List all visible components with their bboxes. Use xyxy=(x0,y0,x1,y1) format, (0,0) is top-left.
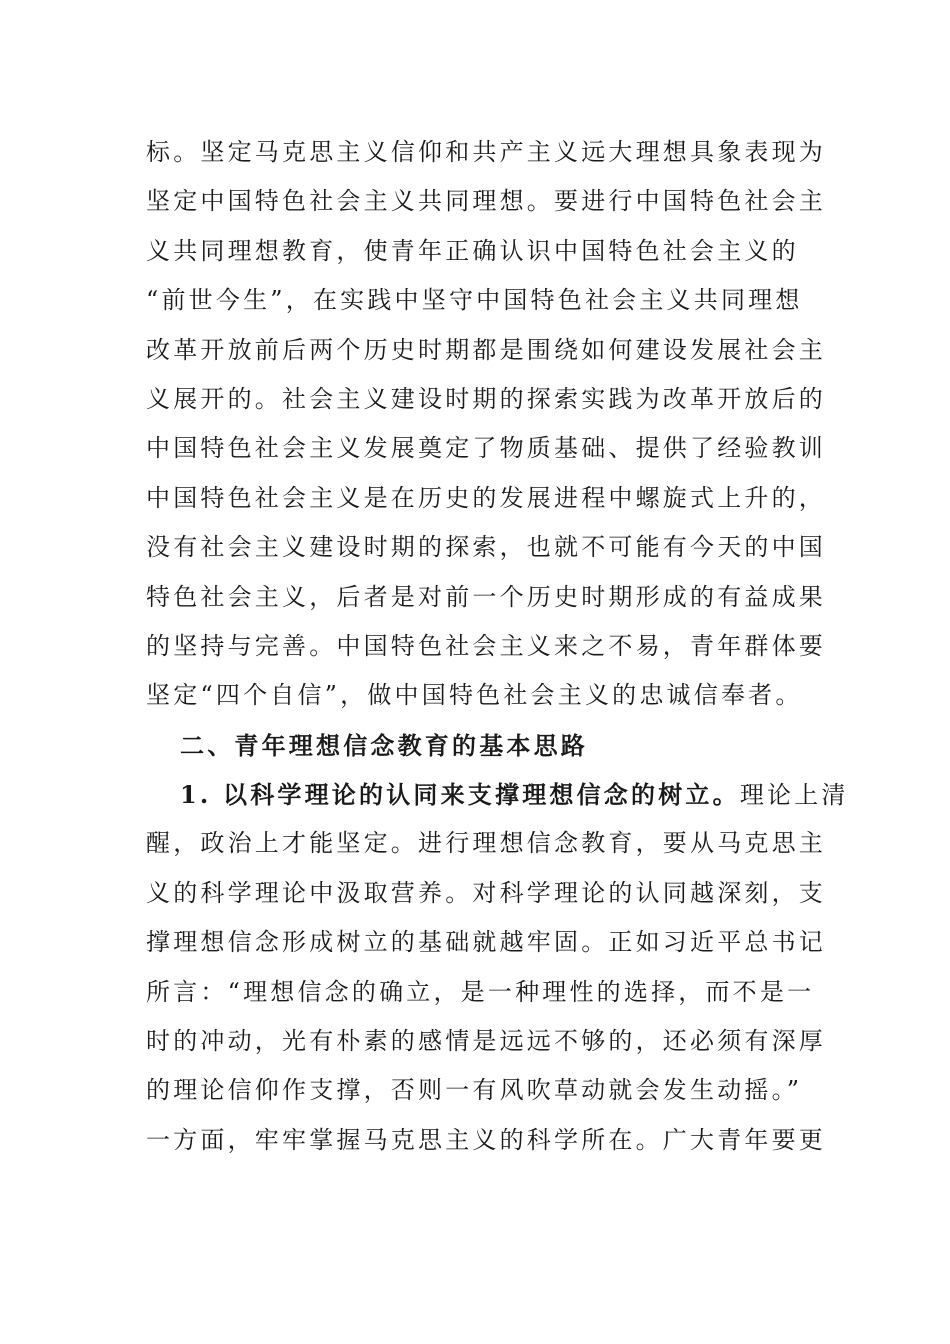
body-line: “前世今生”，在实践中坚守中国特色社会主义共同理想 xyxy=(146,286,803,315)
body-line: 中国特色社会主义发展奠定了物质基础、提供了经验教训 xyxy=(146,434,826,463)
body-line: 时的冲动，光有朴素的感情是远远不够的，还必须有深厚 xyxy=(146,1027,826,1056)
subsection-first-tail: 理论上清 xyxy=(739,781,849,810)
body-line: 一方面，牢牢掌握马克思主义的科学所在。广大青年要更 xyxy=(146,1125,826,1154)
subsection-first-line xyxy=(146,770,849,819)
body-line: 撑理想信念形成树立的基础就越牢固。正如习近平总书记 xyxy=(146,928,826,957)
body-line: 中国特色社会主义是在历史的发展进程中螺旋式上升的， xyxy=(146,483,826,512)
body-line: 义共同理想教育，使青年正确认识中国特色社会主义的 xyxy=(146,236,799,265)
document-body xyxy=(146,128,849,1165)
body-line: 义展开的。社会主义建设时期的探索实践为改革开放后的 xyxy=(146,384,826,413)
body-line: 坚定“四个自信”，做中国特色社会主义的忠诚信奉者。 xyxy=(146,681,803,710)
body-line: 没有社会主义建设时期的探索，也就不可能有今天的中国 xyxy=(146,533,826,562)
body-line: 标。坚定马克思主义信仰和共产主义远大理想具象表现为 xyxy=(146,138,826,166)
section-heading: 二、青年理想信念教育的基本思路 xyxy=(180,730,588,760)
body-line: 醒，政治上才能坚定。进行理想信念教育，要从马克思主 xyxy=(146,829,826,858)
body-line: 的坚持与完善。中国特色社会主义来之不易，青年群体要 xyxy=(146,631,826,660)
body-line: 的理论信仰作支撑，否则一有风吹草动就会发生动摇。” xyxy=(146,1076,803,1105)
body-line: 特色社会主义，后者是对前一个历史时期形成的有益成果 xyxy=(146,582,826,611)
body-line: 坚定中国特色社会主义共同理想。要进行中国特色社会主 xyxy=(146,187,826,216)
subsection-title: 1. 以科学理论的认同来支撑理想信念的树立。 xyxy=(180,780,740,810)
body-line: 所言：“理想信念的确立，是一种理性的选择，而不是一 xyxy=(146,977,815,1006)
body-line: 义的科学理论中汲取营养。对科学理论的认同越深刻，支 xyxy=(146,878,826,907)
body-line: 改革开放前后两个历史时期都是围绕如何建设发展社会主 xyxy=(146,335,826,364)
